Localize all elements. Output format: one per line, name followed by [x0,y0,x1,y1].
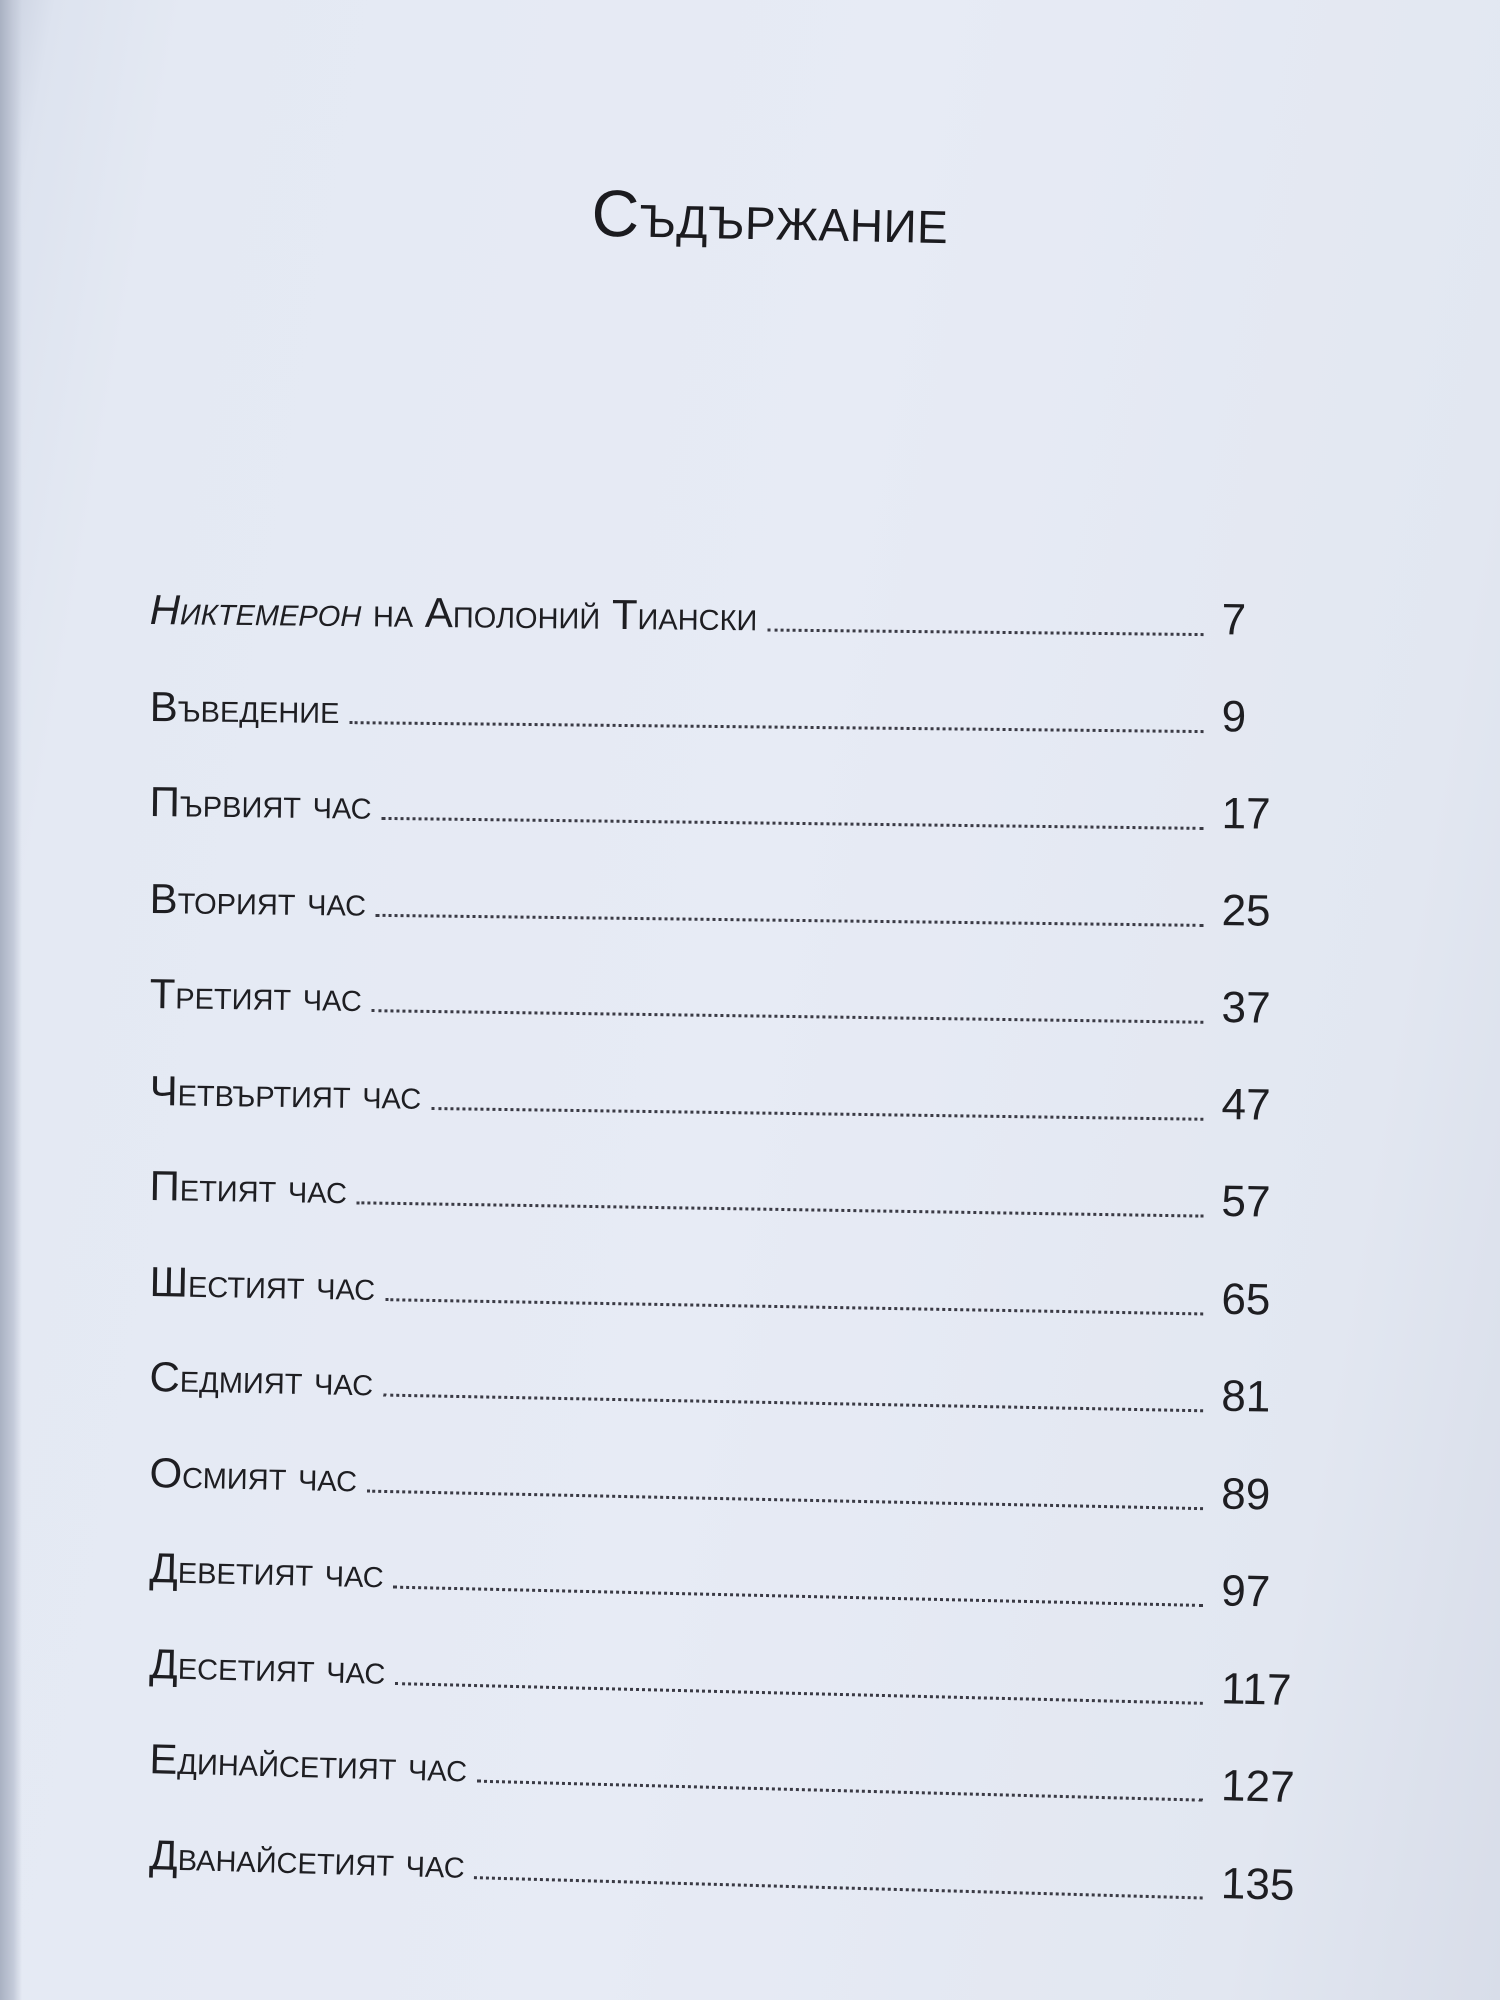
toc-entry-label: Третият час [149,969,363,1020]
toc-entry [149,823,1290,933]
toc-entry [149,1015,1290,1127]
toc-entry-page: 9 [1221,691,1247,741]
toc-entry-label: Вторият час [149,874,367,924]
toc-entry-page: 25 [1221,885,1271,935]
toc-entry-page: 135 [1220,1858,1296,1910]
toc-entry-label: Дванайсетият час [148,1830,466,1886]
toc-entry-page: 89 [1220,1468,1271,1519]
dot-leader [474,1871,1202,1898]
toc-entry-label-text: на Аполоний Тиански [361,587,758,639]
toc-entry-page: 7 [1221,594,1247,645]
toc-entry-page: 57 [1221,1176,1271,1227]
toc-entry-page: 97 [1220,1565,1271,1616]
toc-entry [149,1110,1290,1227]
toc-entry-label: Петият час [149,1161,348,1212]
toc-entry-label: Десетият час [148,1639,386,1692]
toc-entry [149,534,1291,645]
spine-shadow [0,0,22,2000]
toc-entry-page: 65 [1221,1273,1271,1324]
toc-entry-label: Единайсетият час [148,1734,468,1790]
toc-entry-label: Първият час [149,777,372,828]
toc-entry-page: 47 [1221,1079,1271,1129]
toc-list [148,540,1296,1910]
toc-entry [149,726,1290,839]
toc-entry-page: 37 [1221,982,1271,1033]
toc-entry-page: 127 [1220,1760,1296,1812]
page-title: Съдържание [590,175,950,258]
toc-entry-label: Седмият час [149,1352,374,1404]
toc-entry-label: Въведение [149,682,340,732]
toc-entry-page: 117 [1220,1663,1292,1714]
toc-entry-label: Деветият час [149,1543,385,1596]
toc-entry-label: Шестият час [149,1257,376,1308]
toc-entry-label: Четвъртият час [149,1066,422,1117]
dot-leader [767,624,1203,636]
toc-entry-label: Осмият час [149,1448,358,1500]
toc-entry [150,631,1291,739]
toc-entry-label [149,585,768,639]
toc-entry-page: 17 [1221,788,1271,839]
toc-entry [149,918,1290,1033]
toc-entry-page: 81 [1220,1371,1271,1422]
toc-entry-label-italic: Никтемерон [149,585,362,635]
